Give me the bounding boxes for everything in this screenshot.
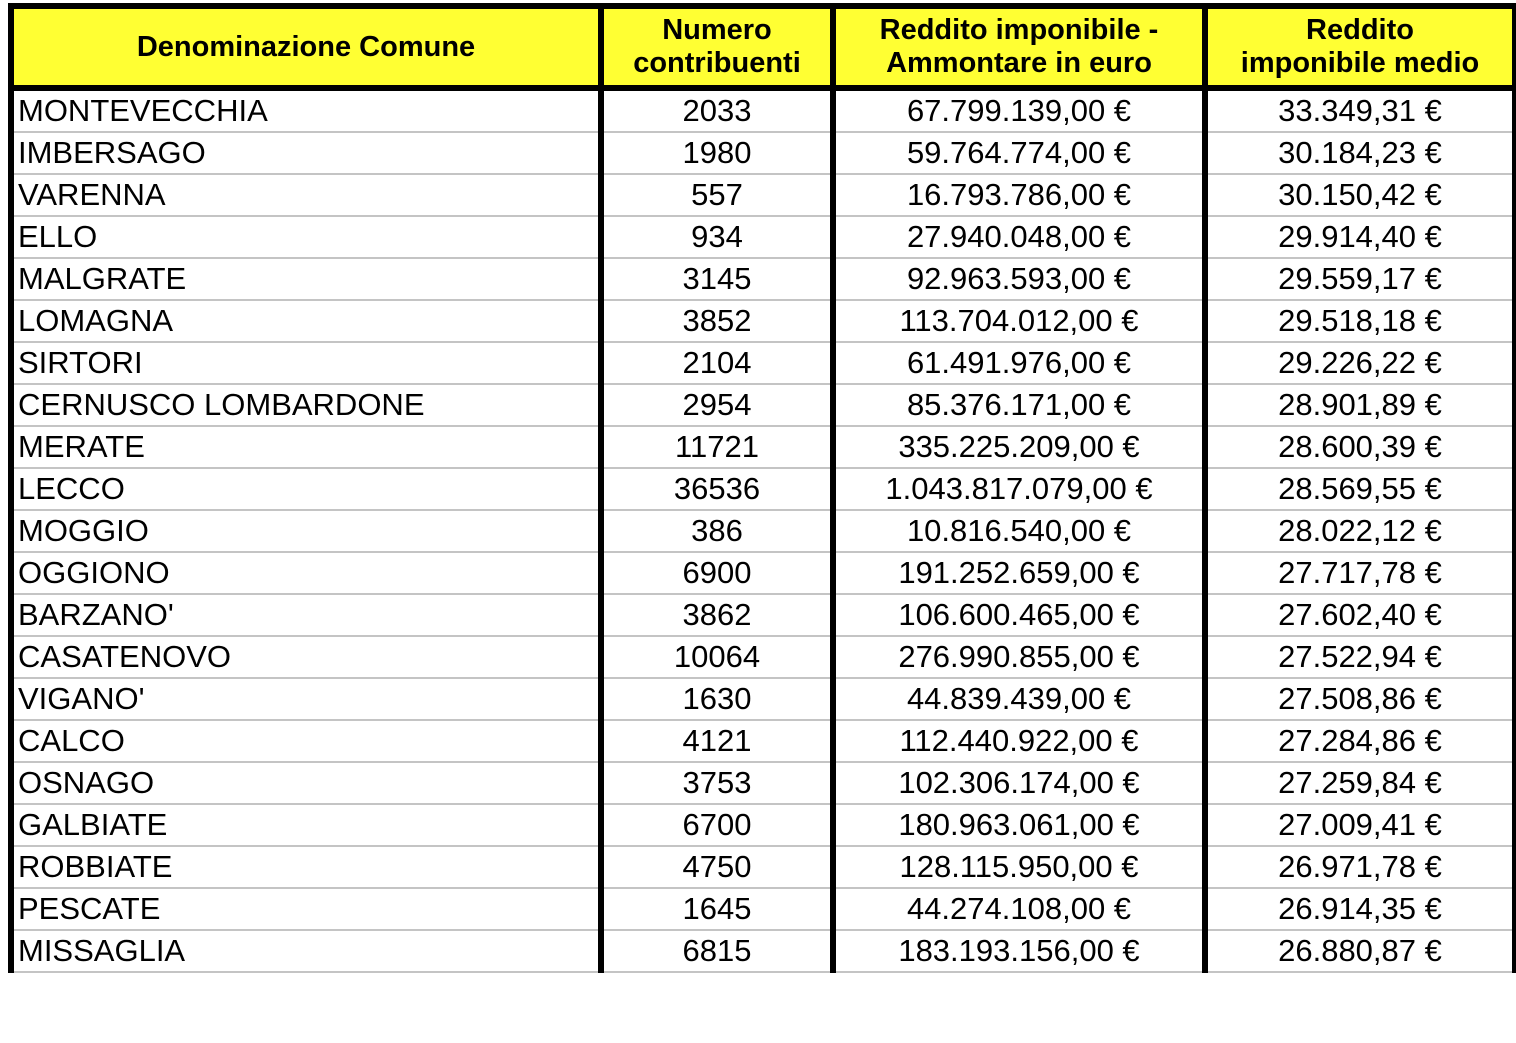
table-row xyxy=(11,930,1515,972)
cell-comune[interactable]: VIGANO' xyxy=(11,678,601,720)
cell-reddito-medio[interactable]: 28.569,55 € xyxy=(1205,468,1515,510)
cell-contribuenti[interactable]: 11721 xyxy=(601,426,833,468)
table-row xyxy=(11,636,1515,678)
header-medio-line1: Reddito xyxy=(1306,14,1414,46)
cell-reddito[interactable]: 106.600.465,00 € xyxy=(833,594,1205,636)
cell-comune[interactable]: MISSAGLIA xyxy=(11,930,601,972)
cell-reddito-medio[interactable]: 30.150,42 € xyxy=(1205,174,1515,216)
cell-contribuenti[interactable]: 6700 xyxy=(601,804,833,846)
table-row xyxy=(11,762,1515,804)
cell-reddito[interactable]: 113.704.012,00 € xyxy=(833,300,1205,342)
cell-reddito[interactable]: 16.793.786,00 € xyxy=(833,174,1205,216)
header-medio[interactable] xyxy=(1205,6,1515,88)
cell-reddito[interactable]: 183.193.156,00 € xyxy=(833,930,1205,972)
header-comune[interactable]: Denominazione Comune xyxy=(11,6,601,88)
cell-contribuenti[interactable]: 2104 xyxy=(601,342,833,384)
cell-comune[interactable]: ROBBIATE xyxy=(11,846,601,888)
cell-contribuenti[interactable]: 36536 xyxy=(601,468,833,510)
header-contribuenti-line1: Numero xyxy=(662,14,772,46)
cell-contribuenti[interactable]: 2954 xyxy=(601,384,833,426)
cell-contribuenti[interactable]: 6900 xyxy=(601,552,833,594)
cell-contribuenti[interactable]: 3852 xyxy=(601,300,833,342)
cell-contribuenti[interactable]: 3753 xyxy=(601,762,833,804)
cell-reddito-medio[interactable]: 27.284,86 € xyxy=(1205,720,1515,762)
cell-reddito-medio[interactable]: 30.184,23 € xyxy=(1205,132,1515,174)
cell-contribuenti[interactable]: 4121 xyxy=(601,720,833,762)
table-row xyxy=(11,720,1515,762)
cell-reddito[interactable]: 276.990.855,00 € xyxy=(833,636,1205,678)
table-row xyxy=(11,258,1515,300)
cell-reddito[interactable]: 180.963.061,00 € xyxy=(833,804,1205,846)
cell-reddito-medio[interactable]: 29.518,18 € xyxy=(1205,300,1515,342)
header-reddito-line2: Ammontare in euro xyxy=(886,47,1152,79)
cell-reddito-medio[interactable]: 27.259,84 € xyxy=(1205,762,1515,804)
cell-reddito-medio[interactable]: 26.971,78 € xyxy=(1205,846,1515,888)
cell-reddito[interactable]: 44.839.439,00 € xyxy=(833,678,1205,720)
table-row xyxy=(11,510,1515,552)
cell-comune[interactable]: PESCATE xyxy=(11,888,601,930)
cell-reddito-medio[interactable]: 27.602,40 € xyxy=(1205,594,1515,636)
cell-reddito-medio[interactable]: 27.508,86 € xyxy=(1205,678,1515,720)
cell-reddito-medio[interactable]: 27.717,78 € xyxy=(1205,552,1515,594)
cell-reddito[interactable]: 27.940.048,00 € xyxy=(833,216,1205,258)
cell-reddito-medio[interactable]: 26.914,35 € xyxy=(1205,888,1515,930)
cell-reddito[interactable]: 59.764.774,00 € xyxy=(833,132,1205,174)
cell-comune[interactable]: MOGGIO xyxy=(11,510,601,552)
cell-reddito[interactable]: 85.376.171,00 € xyxy=(833,384,1205,426)
cell-contribuenti[interactable]: 4750 xyxy=(601,846,833,888)
table-row xyxy=(11,216,1515,258)
table-row xyxy=(11,804,1515,846)
cell-reddito-medio[interactable]: 29.226,22 € xyxy=(1205,342,1515,384)
cell-comune[interactable]: OGGIONO xyxy=(11,552,601,594)
header-contribuenti[interactable] xyxy=(601,6,833,88)
cell-reddito[interactable]: 67.799.139,00 € xyxy=(833,88,1205,132)
spreadsheet-sheet xyxy=(8,3,1512,1043)
cell-reddito-medio[interactable]: 28.901,89 € xyxy=(1205,384,1515,426)
cell-reddito[interactable]: 44.274.108,00 € xyxy=(833,888,1205,930)
cell-comune[interactable]: BARZANO' xyxy=(11,594,601,636)
table-row xyxy=(11,88,1515,132)
income-table xyxy=(8,3,1516,973)
table-row xyxy=(11,678,1515,720)
cell-reddito-medio[interactable]: 27.522,94 € xyxy=(1205,636,1515,678)
cell-reddito[interactable]: 92.963.593,00 € xyxy=(833,258,1205,300)
table-row xyxy=(11,594,1515,636)
header-row xyxy=(11,6,1515,88)
cell-reddito[interactable]: 128.115.950,00 € xyxy=(833,846,1205,888)
cell-comune[interactable]: VARENNA xyxy=(11,174,601,216)
cell-contribuenti[interactable]: 3862 xyxy=(601,594,833,636)
cell-contribuenti[interactable]: 1630 xyxy=(601,678,833,720)
cell-reddito[interactable]: 335.225.209,00 € xyxy=(833,426,1205,468)
table-row xyxy=(11,888,1515,930)
cell-reddito-medio[interactable]: 29.914,40 € xyxy=(1205,216,1515,258)
table-row xyxy=(11,300,1515,342)
cell-comune[interactable]: CASATENOVO xyxy=(11,636,601,678)
cell-comune[interactable]: OSNAGO xyxy=(11,762,601,804)
cell-reddito[interactable]: 1.043.817.079,00 € xyxy=(833,468,1205,510)
table-header xyxy=(11,6,1515,88)
table-row xyxy=(11,846,1515,888)
cell-contribuenti[interactable]: 3145 xyxy=(601,258,833,300)
cell-reddito[interactable]: 10.816.540,00 € xyxy=(833,510,1205,552)
cell-reddito-medio[interactable]: 29.559,17 € xyxy=(1205,258,1515,300)
cell-comune[interactable]: CERNUSCO LOMBARDONE xyxy=(11,384,601,426)
cell-comune[interactable]: CALCO xyxy=(11,720,601,762)
table-row xyxy=(11,552,1515,594)
cell-comune[interactable]: LOMAGNA xyxy=(11,300,601,342)
cell-comune[interactable]: MALGRATE xyxy=(11,258,601,300)
cell-contribuenti[interactable]: 1645 xyxy=(601,888,833,930)
table-row xyxy=(11,384,1515,426)
cell-contribuenti[interactable]: 2033 xyxy=(601,88,833,132)
cell-contribuenti[interactable]: 10064 xyxy=(601,636,833,678)
cell-comune[interactable]: IMBERSAGO xyxy=(11,132,601,174)
header-reddito-line1: Reddito imponibile - xyxy=(879,14,1159,46)
cell-comune[interactable]: GALBIATE xyxy=(11,804,601,846)
header-contribuenti-line2: contribuenti xyxy=(633,47,801,79)
table-body xyxy=(11,88,1515,972)
table-row xyxy=(11,468,1515,510)
cell-contribuenti[interactable]: 386 xyxy=(601,510,833,552)
cell-reddito[interactable]: 61.491.976,00 € xyxy=(833,342,1205,384)
cell-reddito-medio[interactable]: 28.600,39 € xyxy=(1205,426,1515,468)
cell-reddito-medio[interactable]: 26.880,87 € xyxy=(1205,930,1515,972)
header-medio-line2: imponibile medio xyxy=(1240,47,1480,79)
table-row xyxy=(11,174,1515,216)
cell-reddito-medio[interactable]: 33.349,31 € xyxy=(1205,88,1515,132)
cell-reddito-medio[interactable]: 28.022,12 € xyxy=(1205,510,1515,552)
table-row xyxy=(11,342,1515,384)
cell-contribuenti[interactable]: 6815 xyxy=(601,930,833,972)
cell-comune[interactable]: MONTEVECCHIA xyxy=(11,88,601,132)
cell-contribuenti[interactable]: 1980 xyxy=(601,132,833,174)
header-reddito[interactable] xyxy=(833,6,1205,88)
cell-reddito-medio[interactable]: 27.009,41 € xyxy=(1205,804,1515,846)
cell-contribuenti[interactable]: 934 xyxy=(601,216,833,258)
cell-comune[interactable]: SIRTORI xyxy=(11,342,601,384)
table-row xyxy=(11,132,1515,174)
cell-reddito[interactable]: 191.252.659,00 € xyxy=(833,552,1205,594)
cell-reddito[interactable]: 102.306.174,00 € xyxy=(833,762,1205,804)
table-row xyxy=(11,426,1515,468)
cell-comune[interactable]: LECCO xyxy=(11,468,601,510)
cell-reddito[interactable]: 112.440.922,00 € xyxy=(833,720,1205,762)
cell-comune[interactable]: ELLO xyxy=(11,216,601,258)
cell-comune[interactable]: MERATE xyxy=(11,426,601,468)
cell-contribuenti[interactable]: 557 xyxy=(601,174,833,216)
